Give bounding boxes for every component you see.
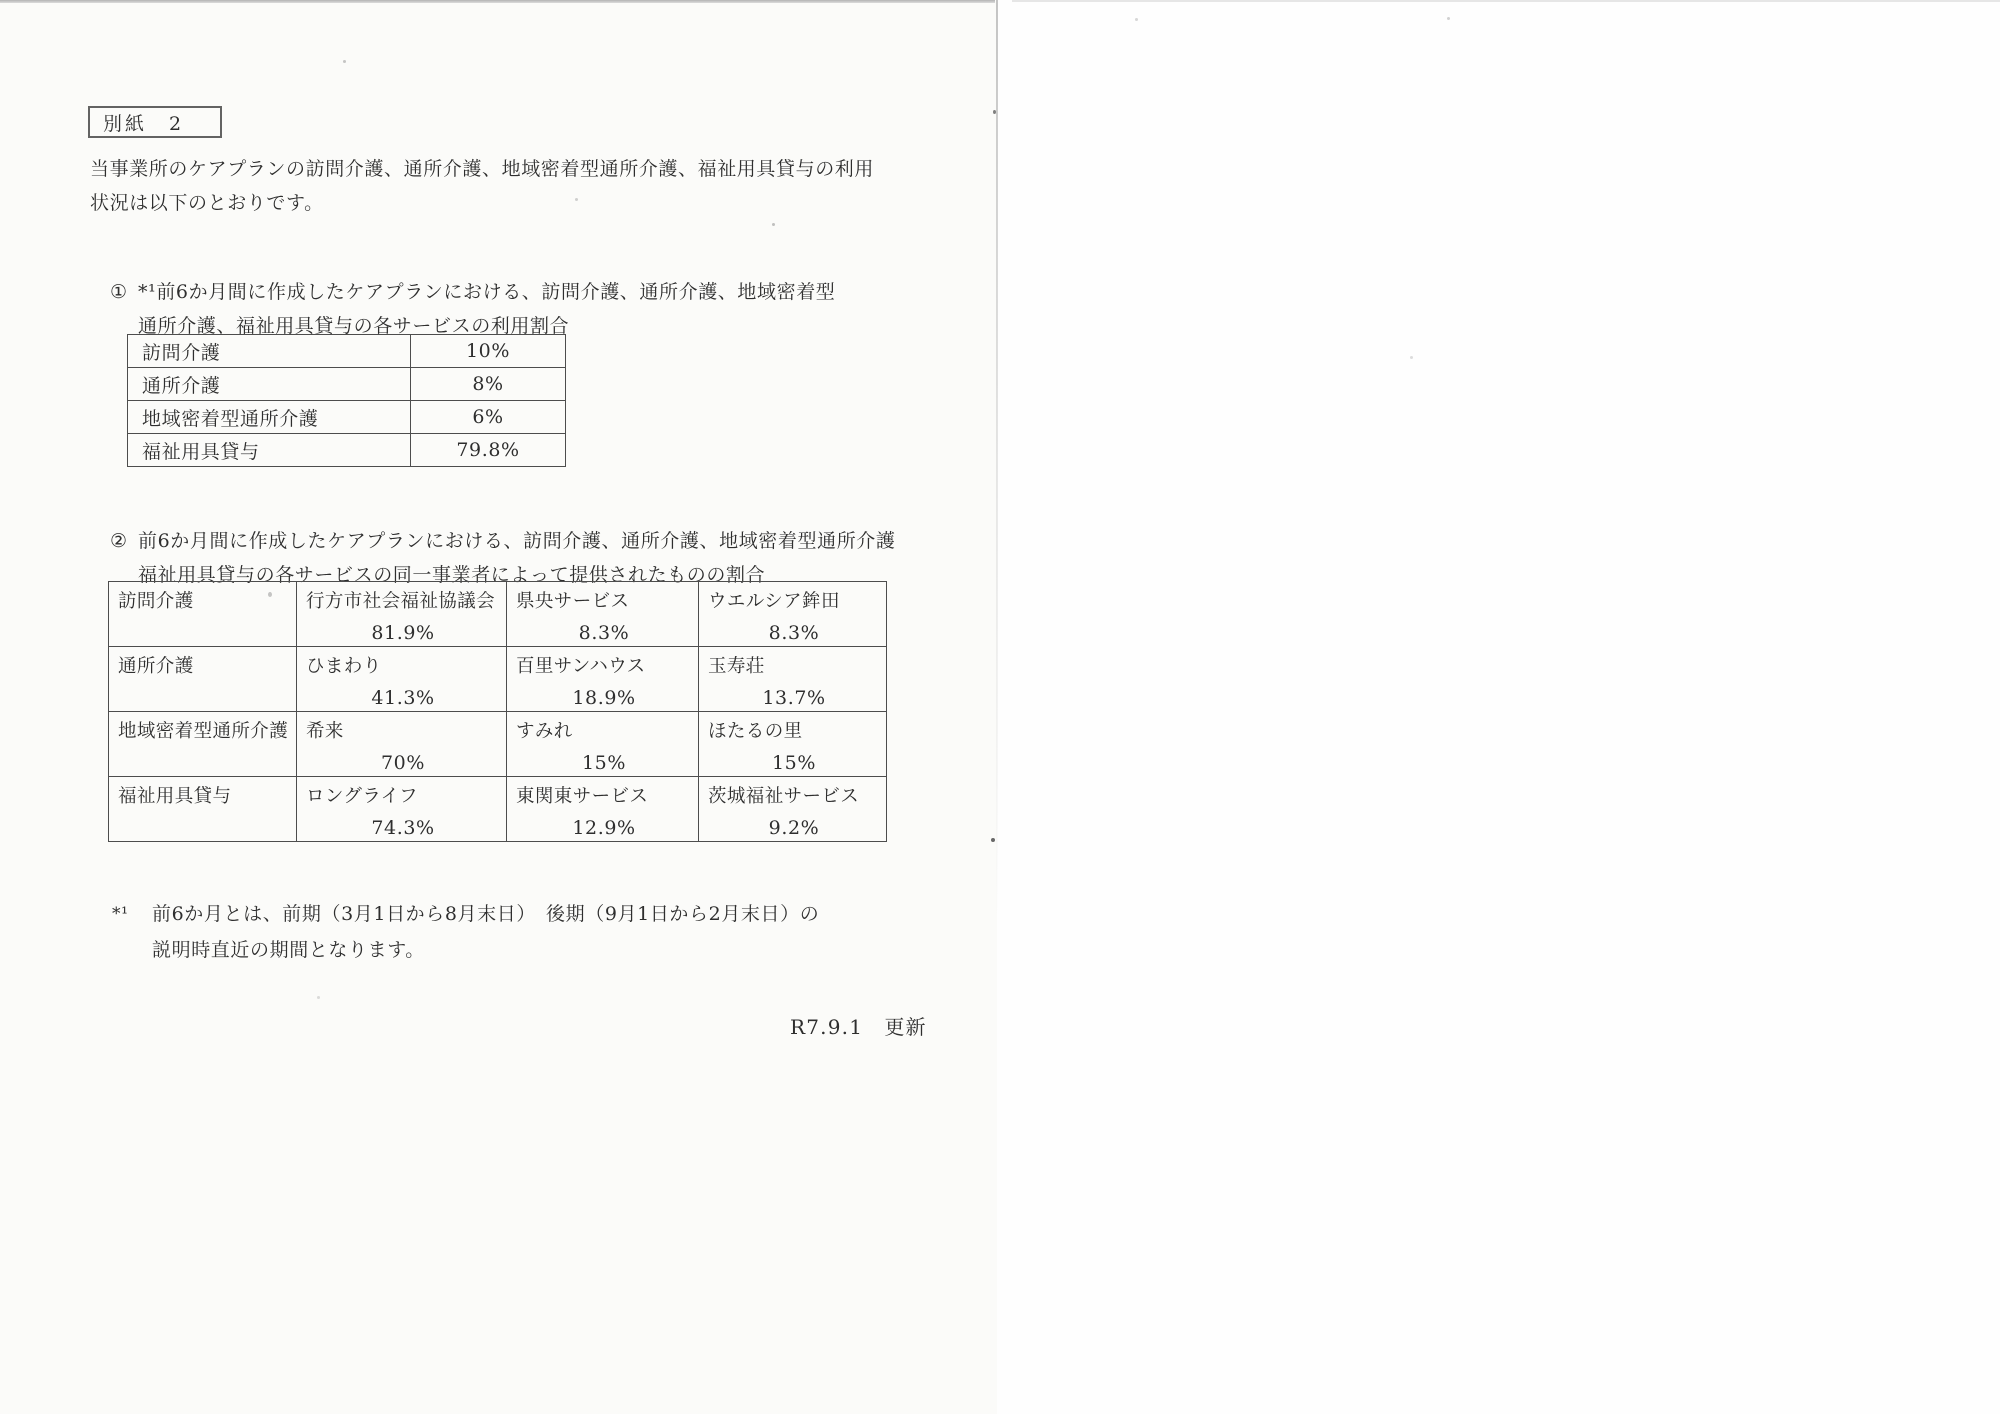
scan-speck <box>1410 356 1413 359</box>
provider-name: ロングライフ <box>306 786 418 807</box>
page-seam <box>996 0 998 920</box>
provider-share: 41.3% <box>371 687 435 709</box>
provider-name: 東関東サービス <box>516 786 649 807</box>
scan-top-edge <box>1012 0 2000 2</box>
provider-name: 茨城福祉サービス <box>708 786 860 807</box>
intro-line1: 当事業所のケアプランの訪問介護、通所介護、地域密着型通所介護、福祉用具貸与の利用 <box>90 158 875 180</box>
service-label: 福祉用具貸与 <box>128 434 411 467</box>
section1-heading-text: *¹前6か月間に作成したケアプランにおける、訪問介護、通所介護、地域密着型 通所介護、福祉用具貸与の各サービスの利用割合 <box>138 281 836 337</box>
service-label: 訪問介護 <box>128 335 411 368</box>
update-date: R7.9.1 更新 <box>790 1015 927 1039</box>
provider-cell <box>699 647 887 712</box>
provider-name: ひまわり <box>306 656 382 677</box>
provider-share: 13.7% <box>762 687 826 709</box>
provider-cell <box>699 582 887 647</box>
provider-cell <box>699 777 887 842</box>
table-row <box>109 712 887 777</box>
provider-name: 百里サンハウス <box>516 656 646 677</box>
provider-cell <box>507 647 699 712</box>
provider-cell <box>507 712 699 777</box>
section2-heading-text: 前6か月間に作成したケアプランにおける、訪問介護、通所介護、地域密着型通所介護 福祉用具貸与の各サービスの同一事業者によって提供されたものの割合 <box>138 530 896 586</box>
table-row <box>128 368 566 401</box>
provider-cell <box>297 647 507 712</box>
provider-share: 9.2% <box>768 817 820 839</box>
provider-name: 玉寿荘 <box>708 656 765 677</box>
service-value: 79.8% <box>411 434 566 467</box>
provider-name: 希来 <box>306 721 344 742</box>
service-value: 10% <box>411 335 566 368</box>
provider-cell <box>699 712 887 777</box>
provider-name: 行方市社会福祉協議会 <box>306 591 496 612</box>
scan-speck <box>993 110 996 114</box>
table-row <box>128 434 566 467</box>
scan-speck <box>1135 18 1138 21</box>
provider-share: 70% <box>380 752 426 774</box>
provider-share: 8.3% <box>578 622 630 644</box>
service-value: 6% <box>411 401 566 434</box>
service-cell: 訪問介護 <box>109 582 297 647</box>
table-row <box>128 335 566 368</box>
scan-speck <box>317 996 320 999</box>
attachment-tag-label: 別紙 2 <box>103 112 185 135</box>
service-cell: 通所介護 <box>109 647 297 712</box>
provider-cell <box>297 777 507 842</box>
provider-share: 81.9% <box>371 622 435 644</box>
usage-ratio-table <box>127 334 566 467</box>
provider-name: ウエルシア鉾田 <box>708 591 840 612</box>
footnote-text: 前6か月とは、前期（3月1日から8月末日） 後期（9月1日から2月末日）の 説明時直近の期間となります。 <box>152 903 820 961</box>
provider-name: すみれ <box>516 721 573 742</box>
service-cell: 福祉用具貸与 <box>109 777 297 842</box>
table-row <box>109 582 887 647</box>
provider-share: 18.9% <box>572 687 636 709</box>
table-row <box>109 647 887 712</box>
provider-share: 15% <box>581 752 627 774</box>
intro-line2: 状況は以下のとおりです。 <box>90 192 324 214</box>
page-top-edge <box>0 0 995 3</box>
provider-name: ほたるの里 <box>708 721 803 742</box>
scan-speck <box>1447 17 1450 20</box>
provider-share: 74.3% <box>371 817 435 839</box>
scan-speck <box>343 60 346 63</box>
service-label: 通所介護 <box>128 368 411 401</box>
scan-speck <box>772 223 775 226</box>
attachment-tag-box <box>88 106 222 138</box>
table-row <box>109 777 887 842</box>
footnote-marker: *¹ <box>112 904 129 924</box>
service-label: 地域密着型通所介護 <box>128 401 411 434</box>
section1-heading <box>110 275 835 343</box>
section1-number: ① <box>110 281 128 303</box>
provider-share: 12.9% <box>572 817 636 839</box>
provider-share: 8.3% <box>768 622 820 644</box>
provider-cell <box>297 582 507 647</box>
section2-number: ② <box>110 530 128 552</box>
scan-speck <box>991 838 995 842</box>
provider-cell <box>297 712 507 777</box>
footnote <box>112 896 819 968</box>
provider-share: 15% <box>771 752 817 774</box>
service-cell: 地域密着型通所介護 <box>109 712 297 777</box>
intro-paragraph <box>90 152 874 220</box>
provider-cell <box>507 582 699 647</box>
provider-name: 県央サービス <box>516 591 630 612</box>
table-row <box>128 401 566 434</box>
scanner-background <box>997 0 2000 1414</box>
provider-cell <box>507 777 699 842</box>
service-value: 8% <box>411 368 566 401</box>
provider-share-table <box>108 581 887 842</box>
